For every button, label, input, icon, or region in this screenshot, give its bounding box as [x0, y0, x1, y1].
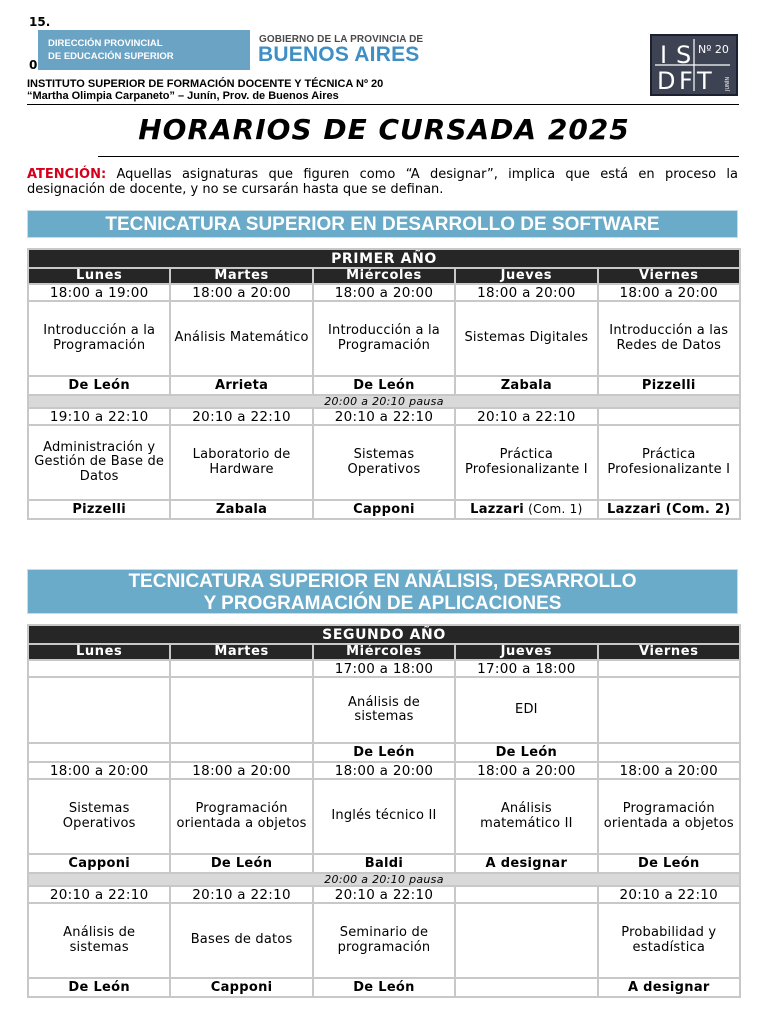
subject-cell: Programación orientada a objetos [170, 779, 312, 854]
time-cell: 20:10 a 22:10 [170, 886, 312, 903]
page-number: 15. [29, 15, 51, 29]
logo-letter-t: T [697, 67, 712, 94]
time-cell: 20:10 a 22:10 [313, 886, 455, 903]
day-miercoles: Miércoles [313, 644, 455, 660]
time-row [28, 660, 740, 677]
commission-note: (Com. 1) [524, 502, 583, 516]
day-lunes: Lunes [28, 268, 170, 284]
time-cell: 18:00 a 20:00 [455, 762, 597, 779]
time-cell: 18:00 a 20:00 [598, 284, 740, 301]
subject-cell [598, 677, 740, 743]
title-divider [98, 156, 739, 157]
professor-cell: Zabala [455, 376, 597, 395]
time-cell: 18:00 a 20:00 [28, 762, 170, 779]
professor-row [28, 854, 740, 873]
time-cell: 20:10 a 22:10 [455, 408, 597, 425]
professor-cell: Lazzari (Com. 2) [598, 500, 740, 519]
career-title-software: TECNICATURA SUPERIOR EN DESARROLLO DE SOFTWARE [27, 210, 738, 238]
career-title-line2: Y PROGRAMACIÓN DE APLICACIONES [203, 593, 562, 614]
subject-cell [170, 677, 312, 743]
dgrupo-line2: DE EDUCACIÓN SUPERIOR [48, 51, 174, 62]
logo-letter-d: D [657, 67, 676, 94]
schedule-table-primer-ano [27, 248, 741, 520]
break-label: 20:00 a 20:10 pausa [28, 395, 740, 408]
professor-cell [170, 743, 312, 762]
institute-logo [650, 34, 738, 96]
direccion-provincial-badge [38, 30, 250, 70]
subject-cell: Programación orientada a objetos [598, 779, 740, 854]
professor-row [28, 743, 740, 762]
institute-subtitle: “Martha Olimpia Carpaneto” – Junín, Prov. de Buenos Aires [27, 90, 339, 102]
isfdt-logo-mark [652, 36, 736, 94]
time-row [28, 886, 740, 903]
professor-row [28, 978, 740, 997]
day-header-row [28, 644, 740, 660]
time-cell: 20:10 a 22:10 [28, 886, 170, 903]
subject-cell: Introducción a las Redes de Datos [598, 301, 740, 376]
professor-cell [455, 500, 597, 519]
day-header-row [28, 268, 740, 284]
professor-cell [455, 978, 597, 997]
logo-letter-i: I [660, 41, 668, 69]
professor-cell: Pizzelli [28, 500, 170, 519]
time-cell [455, 886, 597, 903]
subject-cell: EDI [455, 677, 597, 743]
professor-cell: Capponi [28, 854, 170, 873]
professor-cell: Arrieta [170, 376, 312, 395]
time-cell: 18:00 a 20:00 [170, 284, 312, 301]
subject-cell [28, 677, 170, 743]
time-cell [28, 660, 170, 677]
subject-cell: Sistemas Operativos [28, 779, 170, 854]
subject-cell: Administración y Gestión de Base de Datos [28, 425, 170, 500]
page-title: HORARIOS DE CURSADA 2025 [138, 113, 630, 146]
subject-cell: Introducción a la Programación [28, 301, 170, 376]
subject-cell: Bases de datos [170, 903, 312, 978]
subject-cell: Sistemas Operativos [313, 425, 455, 500]
professor-row [28, 500, 740, 519]
subject-cell: Análisis matemático II [455, 779, 597, 854]
day-martes: Martes [170, 644, 312, 660]
schedule-table-segundo-ano [27, 624, 741, 998]
professor-row [28, 376, 740, 395]
professor-name: Lazzari [470, 502, 525, 517]
day-viernes: Viernes [598, 644, 740, 660]
logo-letter-s: S [676, 41, 692, 69]
year-header-row [28, 625, 740, 644]
subject-row [28, 903, 740, 978]
day-miercoles: Miércoles [313, 268, 455, 284]
subject-cell: Práctica Profesionalizante I [455, 425, 597, 500]
career-title-aplicaciones [27, 569, 738, 614]
time-row [28, 284, 740, 301]
break-row [28, 873, 740, 886]
professor-cell: Baldi [313, 854, 455, 873]
time-cell [598, 660, 740, 677]
logo-badge: Nº 20 [698, 43, 729, 56]
subject-row [28, 779, 740, 854]
attention-notice [27, 167, 738, 197]
subject-cell: Sistemas Digitales [455, 301, 597, 376]
day-jueves: Jueves [455, 268, 597, 284]
subject-cell [455, 903, 597, 978]
professor-cell: Zabala [170, 500, 312, 519]
subject-row [28, 677, 740, 743]
time-cell: 19:10 a 22:10 [28, 408, 170, 425]
time-cell: 18:00 a 20:00 [170, 762, 312, 779]
dgrupo-line1: DIRECCIÓN PROVINCIAL [48, 38, 163, 49]
institute-name: INSTITUTO SUPERIOR DE FORMACIÓN DOCENTE Y TÉCNICA Nº 20 [27, 78, 384, 90]
year-header: SEGUNDO AÑO [28, 625, 740, 644]
time-cell: 18:00 a 20:00 [455, 284, 597, 301]
day-lunes: Lunes [28, 644, 170, 660]
professor-cell: De León [598, 854, 740, 873]
header-divider [27, 104, 739, 105]
year-header-row [28, 249, 740, 268]
time-cell: 18:00 a 20:00 [598, 762, 740, 779]
subject-cell: Análisis de sistemas [28, 903, 170, 978]
day-martes: Martes [170, 268, 312, 284]
time-cell: 18:00 a 19:00 [28, 284, 170, 301]
subject-cell: Práctica Profesionalizante I [598, 425, 740, 500]
time-cell: 20:10 a 22:10 [170, 408, 312, 425]
subject-cell: Seminario de programación [313, 903, 455, 978]
professor-cell: De León [313, 743, 455, 762]
logo-side-text: JUNÍN [725, 76, 731, 91]
professor-cell: De León [313, 376, 455, 395]
day-viernes: Viernes [598, 268, 740, 284]
professor-cell: A designar [598, 978, 740, 997]
gobierno-label: GOBIERNO DE LA PROVINCIA DE [259, 34, 424, 45]
break-label: 20:00 a 20:10 pausa [28, 873, 740, 886]
attention-text: Aquellas asignaturas que figuren como “A designar”, implica que está en proceso la designación de docente, y no se cursarán hasta que se definan. [27, 167, 738, 197]
break-row [28, 395, 740, 408]
time-row [28, 408, 740, 425]
time-cell [598, 408, 740, 425]
professor-cell [28, 743, 170, 762]
professor-cell: Capponi [313, 500, 455, 519]
subject-cell: Laboratorio de Hardware [170, 425, 312, 500]
subject-row [28, 301, 740, 376]
attention-label: ATENCIÓN: [27, 167, 107, 182]
professor-cell: Capponi [170, 978, 312, 997]
buenos-aires-wordmark: BUENOS AIRES [258, 43, 420, 66]
subject-cell: Inglés técnico II [313, 779, 455, 854]
time-cell [170, 660, 312, 677]
professor-cell: De León [170, 854, 312, 873]
logo-letter-f: F [679, 67, 693, 94]
time-cell: 20:10 a 22:10 [313, 408, 455, 425]
time-cell: 17:00 a 18:00 [313, 660, 455, 677]
professor-cell: De León [313, 978, 455, 997]
page-mark-zero: 0 [29, 58, 38, 72]
subject-cell: Introducción a la Programación [313, 301, 455, 376]
time-cell: 18:00 a 20:00 [313, 762, 455, 779]
professor-cell: A designar [455, 854, 597, 873]
professor-cell: De León [28, 978, 170, 997]
professor-cell: De León [455, 743, 597, 762]
day-jueves: Jueves [455, 644, 597, 660]
time-cell: 20:10 a 22:10 [598, 886, 740, 903]
time-cell: 17:00 a 18:00 [455, 660, 597, 677]
subject-row [28, 425, 740, 500]
career-title-line1: TECNICATURA SUPERIOR EN ANÁLISIS, DESARROLLO [128, 571, 637, 592]
time-cell: 18:00 a 20:00 [313, 284, 455, 301]
professor-cell: Pizzelli [598, 376, 740, 395]
subject-cell: Análisis de sistemas [313, 677, 455, 743]
time-row [28, 762, 740, 779]
professor-cell [598, 743, 740, 762]
subject-cell: Probabilidad y estadística [598, 903, 740, 978]
year-header: PRIMER AÑO [28, 249, 740, 268]
subject-cell: Análisis Matemático [170, 301, 312, 376]
professor-cell: De León [28, 376, 170, 395]
